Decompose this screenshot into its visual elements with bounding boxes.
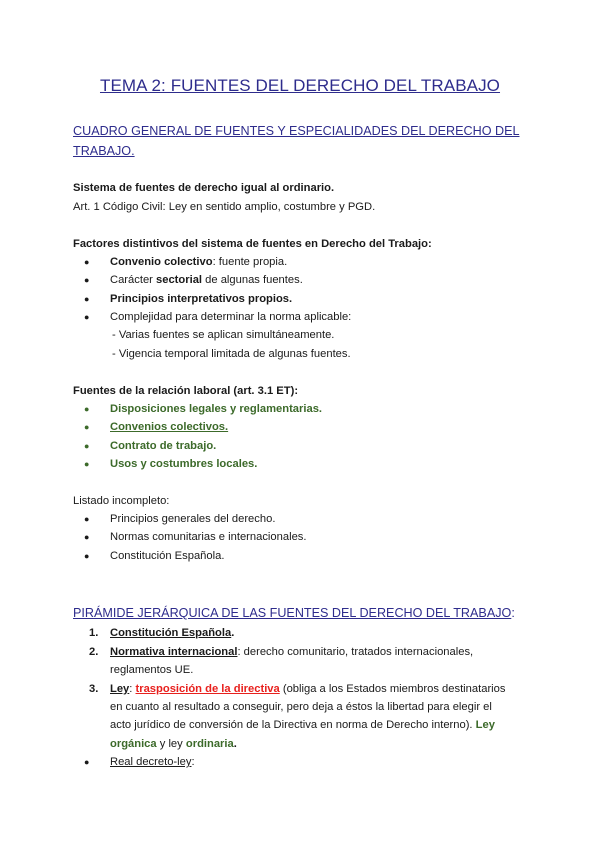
section-heading-cuadro bbox=[73, 121, 533, 161]
list-item-continuation: en cuanto al resultado a conseguir, pero deja a éstos la libertad para elegir el bbox=[110, 701, 492, 713]
relacion-heading: Fuentes de la relación laboral (art. 3.1 ET): bbox=[73, 385, 299, 397]
list-item-piramide: Normativa internacional: derecho comunitario, tratados internacionales, bbox=[110, 646, 474, 658]
factores-heading: Factores distintivos del sistema de fuentes en Derecho del Trabajo: bbox=[73, 238, 432, 250]
list-item-piramide: Ley: trasposición de la directiva (obliga a los Estados miembros destinatarios bbox=[110, 683, 506, 695]
list-number: 3. bbox=[89, 683, 99, 695]
sub-item: - Vigencia temporal limitada de algunas fuentes. bbox=[112, 348, 351, 360]
list-item-listado: Constitución Española. bbox=[110, 550, 225, 562]
list-item-fuente: Usos y costumbres locales. bbox=[110, 458, 258, 470]
section-heading-piramide: PIRÁMIDE JERÁRQUICA DE LAS FUENTES DEL DERECHO DEL TRABAJO: bbox=[73, 606, 515, 620]
list-item-factor: Convenio colectivo: fuente propia. bbox=[110, 256, 288, 268]
bullet-icon: ● bbox=[84, 257, 90, 267]
list-item-factor: Complejidad para determinar la norma aplicable: bbox=[110, 311, 352, 323]
section-heading-line2: TRABAJO. bbox=[73, 144, 135, 158]
listado-heading: Listado incompleto: bbox=[73, 495, 170, 507]
bullet-icon: ● bbox=[84, 757, 90, 767]
paragraph-art1: Art. 1 Código Civil: Ley en sentido amplio, costumbre y PGD. bbox=[73, 201, 376, 213]
list-item-continuation: acto jurídico de conversión de la Directiva en norma de Derecho interno). Ley bbox=[110, 719, 495, 731]
list-item-listado: Normas comunitarias e internacionales. bbox=[110, 531, 307, 543]
paragraph-sistema: Sistema de fuentes de derecho igual al ordinario. bbox=[73, 182, 335, 194]
list-item-continuation: reglamentos UE. bbox=[110, 664, 194, 676]
list-item-factor: Carácter sectorial de algunas fuentes. bbox=[110, 274, 303, 286]
list-number: 1. bbox=[89, 627, 99, 639]
bullet-icon: ● bbox=[84, 514, 90, 524]
list-item-piramide: Real decreto-ley: bbox=[110, 756, 195, 768]
list-item-fuente: Disposiciones legales y reglamentarias. bbox=[110, 403, 323, 415]
bullet-icon: ● bbox=[84, 532, 90, 542]
list-item-continuation: orgánica y ley ordinaria. bbox=[110, 738, 237, 750]
bullet-icon: ● bbox=[84, 404, 90, 414]
section-heading-line1: CUADRO GENERAL DE FUENTES Y ESPECIALIDADES DEL DERECHO DEL bbox=[73, 124, 520, 138]
list-item-fuente: Contrato de trabajo. bbox=[110, 440, 217, 452]
bullet-icon: ● bbox=[84, 459, 90, 469]
sub-item: - Varias fuentes se aplican simultáneamente. bbox=[112, 329, 335, 341]
list-item-piramide: Constitución Española. bbox=[110, 627, 235, 639]
list-number: 2. bbox=[89, 646, 99, 658]
bullet-icon: ● bbox=[84, 551, 90, 561]
bullet-icon: ● bbox=[84, 422, 90, 432]
bullet-icon: ● bbox=[84, 312, 90, 322]
page-title: TEMA 2: FUENTES DEL DERECHO DEL TRABAJO bbox=[99, 76, 501, 95]
bullet-icon: ● bbox=[84, 275, 90, 285]
bullet-icon: ● bbox=[84, 441, 90, 451]
list-item-fuente: Convenios colectivos. bbox=[110, 421, 229, 433]
bullet-icon: ● bbox=[84, 294, 90, 304]
list-item-factor: Principios interpretativos propios. bbox=[110, 293, 293, 305]
list-item-listado: Principios generales del derecho. bbox=[110, 513, 276, 525]
